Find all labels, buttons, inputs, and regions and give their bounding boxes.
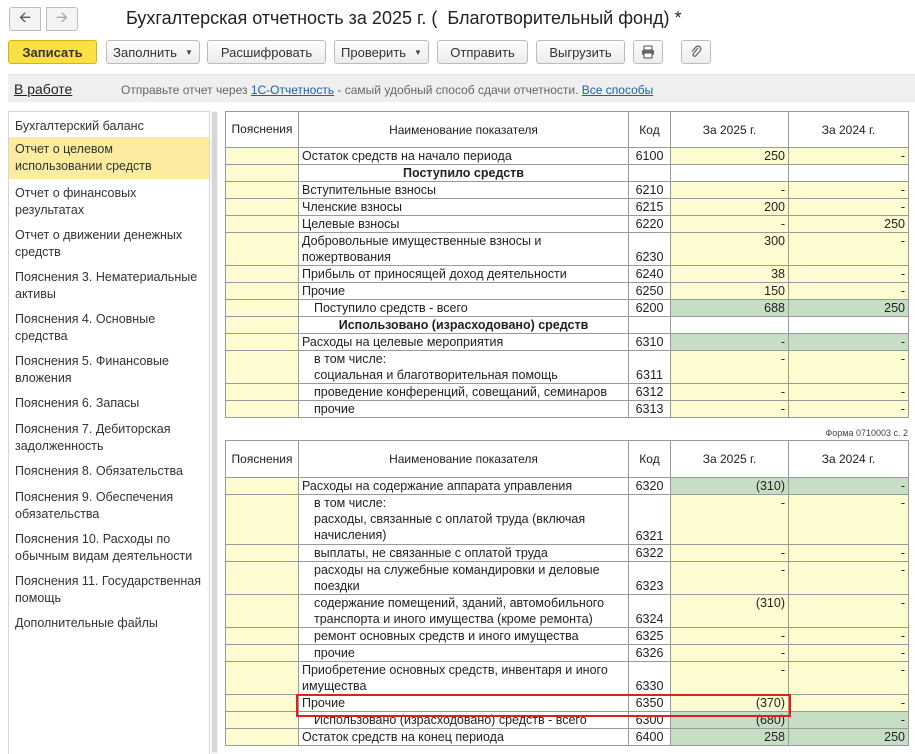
year-2025-header: За 2025 г. <box>671 441 789 478</box>
value-2024-cell[interactable]: - <box>789 401 909 418</box>
value-2024-cell[interactable]: - <box>789 712 909 729</box>
code-header: Код <box>629 112 671 148</box>
code-cell: 6400 <box>629 729 671 746</box>
value-2025-cell[interactable]: - <box>671 334 789 351</box>
value-2025-cell[interactable]: - <box>671 628 789 645</box>
notes-cell[interactable] <box>226 148 299 165</box>
notes-header: Пояснения <box>226 112 299 148</box>
table-row <box>226 662 909 695</box>
report-sections-sidebar <box>8 111 210 754</box>
indicator-name-line: в том числе: <box>314 496 387 510</box>
indicator-name-line: социальная и благотворительная помощь <box>314 368 558 382</box>
value-2025-cell[interactable]: - <box>671 545 789 562</box>
report-table-part1 <box>225 111 909 418</box>
indicator-name-text: Поступило средств - всего <box>314 301 468 315</box>
notes-cell[interactable] <box>226 645 299 662</box>
sidebar-item-additional-files[interactable]: Дополнительные файлы <box>15 616 158 630</box>
indicator-name-cell <box>299 148 629 165</box>
table-row <box>226 401 909 418</box>
indicator-name-cell <box>299 645 629 662</box>
1c-reporting-link[interactable]: 1С-Отчетность <box>250 83 335 97</box>
indicator-name-text: Использовано (израсходовано) средств - всего <box>314 713 587 727</box>
indicator-name-cell <box>299 233 629 266</box>
indicator-name-text: Приобретение основных средств, инвентаря и иного имущества <box>302 663 608 693</box>
notes-cell[interactable] <box>226 384 299 401</box>
code-cell: 6324 <box>629 595 671 628</box>
code-cell: 6323 <box>629 562 671 595</box>
attach-button[interactable] <box>681 40 711 64</box>
notes-cell[interactable] <box>226 729 299 746</box>
code-cell: 6312 <box>629 384 671 401</box>
value-2025-cell[interactable]: - <box>671 351 789 384</box>
print-button[interactable] <box>633 40 663 64</box>
status-message <box>121 83 653 97</box>
value-2025-cell[interactable]: (680) <box>671 712 789 729</box>
code-cell: 6311 <box>629 351 671 384</box>
value-2024-cell[interactable]: - <box>789 662 909 695</box>
fill-dropdown-button[interactable] <box>106 40 200 64</box>
notes-cell[interactable] <box>226 266 299 283</box>
table-row <box>226 562 909 595</box>
code-cell: 6320 <box>629 478 671 495</box>
sidebar-item-target-use[interactable]: Отчет о целевом использовании средств <box>9 137 209 179</box>
value-2024-cell[interactable]: - <box>789 351 909 384</box>
message-text: Отправьте отчет через <box>121 83 251 97</box>
indicator-name-cell <box>299 351 629 384</box>
export-button[interactable] <box>536 40 625 64</box>
table-row <box>226 351 909 384</box>
arrow-right-icon: 🡪 <box>55 8 69 26</box>
indicator-name-cell <box>299 334 629 351</box>
name-header: Наименование показателя <box>299 112 629 148</box>
table-row <box>226 165 909 182</box>
indicator-name-text: Целевые взносы <box>302 217 400 231</box>
indicator-name-text: Остаток средств на начало периода <box>302 149 512 163</box>
notes-cell[interactable] <box>226 662 299 695</box>
indicator-name-cell <box>299 401 629 418</box>
code-cell: 6321 <box>629 495 671 545</box>
indicator-name-line: в том числе: <box>314 352 387 366</box>
code-cell: 6330 <box>629 662 671 695</box>
status-link[interactable]: В работе <box>14 81 73 97</box>
form-note: Форма 0710003 с. 2 <box>825 428 908 438</box>
decode-button[interactable] <box>207 40 326 64</box>
value-2024-cell[interactable]: - <box>789 628 909 645</box>
send-button[interactable] <box>437 40 528 64</box>
notes-cell[interactable] <box>226 712 299 729</box>
code-cell: 6310 <box>629 334 671 351</box>
table-row <box>226 628 909 645</box>
notes-cell[interactable] <box>226 628 299 645</box>
notes-cell[interactable] <box>226 300 299 317</box>
table-row <box>226 283 909 300</box>
notes-cell[interactable] <box>226 199 299 216</box>
sidebar-item-state-aid[interactable]: Пояснения 11. Государственная помощь <box>15 574 201 605</box>
check-dropdown-button[interactable] <box>334 40 429 64</box>
value-2024-cell[interactable]: - <box>789 384 909 401</box>
value-2024-cell[interactable]: - <box>789 562 909 595</box>
indicator-name-text: Остаток средств на конец периода <box>302 730 504 744</box>
caret-down-icon: ▼ <box>414 47 422 57</box>
value-2025-cell[interactable]: 150 <box>671 283 789 300</box>
value-2024-cell[interactable]: - <box>789 283 909 300</box>
table-row <box>226 495 909 545</box>
notes-cell[interactable] <box>226 401 299 418</box>
indicator-name-cell <box>299 182 629 199</box>
status-bar <box>8 74 915 102</box>
indicator-name-text: проведение конференций, совещаний, семинаров <box>314 385 608 399</box>
code-cell: 6350 <box>629 695 671 712</box>
value-2025-cell[interactable]: - <box>671 216 789 233</box>
value-2025-cell[interactable]: - <box>671 384 789 401</box>
value-2025-cell[interactable]: 200 <box>671 199 789 216</box>
save-button-label: Записать <box>22 44 83 60</box>
caret-down-icon: ▼ <box>184 47 193 57</box>
sidebar-item-expenses[interactable]: Пояснения 10. Расходы по обычным видам деятельности <box>15 532 193 563</box>
year-2024-header: За 2024 г. <box>789 441 909 478</box>
indicator-name-text: выплаты, не связанные с оплатой труда <box>314 546 548 560</box>
indicator-name-text: ремонт основных средств и иного имущества <box>314 629 579 643</box>
name-header: Наименование показателя <box>299 441 629 478</box>
indicator-name-cell <box>299 628 629 645</box>
value-2024-cell[interactable]: - <box>789 199 909 216</box>
year-2025-header: За 2025 г. <box>671 112 789 148</box>
code-header: Код <box>629 441 671 478</box>
table-row <box>226 300 909 317</box>
indicator-name-text: содержание помещений, зданий, автомобильного транспорта и иного имущества (кроме ремонта) <box>314 596 605 626</box>
indicator-name-cell <box>299 729 629 746</box>
notes-cell[interactable] <box>226 216 299 233</box>
table-row <box>226 729 909 746</box>
indicator-name-cell <box>299 478 629 495</box>
value-2024-cell[interactable]: - <box>789 495 909 545</box>
value-2025-cell[interactable]: (310) <box>671 595 789 628</box>
indicator-name-text: Вступительные взносы <box>302 183 437 197</box>
sidebar-item-financial-investments[interactable]: Пояснения 5. Финансовые вложения <box>15 354 169 385</box>
paperclip-icon <box>689 45 703 59</box>
decode-button-label: Расшифровать <box>220 44 313 60</box>
notes-cell[interactable] <box>226 495 299 545</box>
code-cell: 6220 <box>629 216 671 233</box>
code-cell: 6200 <box>629 300 671 317</box>
value-2025-cell[interactable]: - <box>671 662 789 695</box>
table-row <box>226 595 909 628</box>
table-row <box>226 645 909 662</box>
notes-cell[interactable] <box>226 351 299 384</box>
value-2025-cell[interactable]: - <box>671 182 789 199</box>
code-cell: 6325 <box>629 628 671 645</box>
value-2025-cell[interactable]: 258 <box>671 729 789 746</box>
code-cell: 6240 <box>629 266 671 283</box>
value-2024-cell[interactable]: - <box>789 233 909 266</box>
code-cell: 6313 <box>629 401 671 418</box>
notes-cell[interactable] <box>226 562 299 595</box>
document-title: Бухгалтерская отчетность за 2025 г. ( Благотворительный фонд) * <box>126 8 682 28</box>
value-2024-cell[interactable]: - <box>789 182 909 199</box>
indicator-name-cell <box>299 283 629 300</box>
indicator-name-text: Добровольные имущественные взносы и пожертвования <box>302 234 542 264</box>
printer-icon <box>641 45 655 59</box>
value-2024-cell[interactable]: - <box>789 266 909 283</box>
notes-cell[interactable] <box>226 478 299 495</box>
indicator-name-text: прочие <box>314 402 355 416</box>
value-2025-cell <box>671 165 789 182</box>
value-2025-cell[interactable]: 300 <box>671 233 789 266</box>
back-button[interactable] <box>9 7 41 31</box>
indicator-name-cell <box>299 300 629 317</box>
indicator-name-line: расходы, связанные с оплатой труда (включая начисления) <box>314 512 586 542</box>
value-2024-cell[interactable]: 250 <box>789 729 909 746</box>
toolbar <box>0 40 915 66</box>
table-row <box>226 216 909 233</box>
notes-cell[interactable] <box>226 165 299 182</box>
indicator-name-cell <box>299 595 629 628</box>
code-cell <box>629 165 671 182</box>
notes-header: Пояснения <box>226 441 299 478</box>
table-row <box>226 199 909 216</box>
section-heading: Использовано (израсходовано) средств <box>299 317 629 334</box>
sidebar-scroll-thumb[interactable] <box>212 112 217 752</box>
sidebar-item-financial-results[interactable]: Отчет о финансовых результатах <box>15 186 137 217</box>
table-row <box>226 182 909 199</box>
value-2024-cell[interactable]: - <box>789 695 909 712</box>
year-2024-header: За 2024 г. <box>789 112 909 148</box>
send-button-label: Отправить <box>450 44 515 60</box>
table-row <box>226 317 909 334</box>
selected-row-highlight <box>296 694 791 717</box>
notes-cell[interactable] <box>226 283 299 300</box>
notes-cell[interactable] <box>226 545 299 562</box>
all-methods-link[interactable]: Все способы <box>581 83 654 97</box>
indicator-name-text: Членские взносы <box>302 200 402 214</box>
notes-cell[interactable] <box>226 595 299 628</box>
notes-cell[interactable] <box>226 182 299 199</box>
value-2024-cell[interactable]: - <box>789 595 909 628</box>
indicator-name-text: Расходы на содержание аппарата управления <box>302 479 573 493</box>
code-cell: 6326 <box>629 645 671 662</box>
value-2024-cell <box>789 317 909 334</box>
value-2024-cell[interactable]: - <box>789 148 909 165</box>
value-2025-cell[interactable]: - <box>671 401 789 418</box>
code-cell: 6210 <box>629 182 671 199</box>
value-2025-cell[interactable]: 688 <box>671 300 789 317</box>
forward-button[interactable] <box>46 7 78 31</box>
table-row <box>226 266 909 283</box>
table-row <box>226 148 909 165</box>
indicator-name-text: Прочие <box>302 696 346 710</box>
indicator-name-cell <box>299 199 629 216</box>
indicator-name-text: прочие <box>314 646 355 660</box>
value-2025-cell[interactable]: - <box>671 645 789 662</box>
table-row <box>226 478 909 495</box>
value-2024-cell[interactable]: 250 <box>789 300 909 317</box>
sidebar-item-fixed-assets[interactable]: Пояснения 4. Основные средства <box>15 312 156 343</box>
indicator-name-cell <box>299 662 629 695</box>
code-cell: 6322 <box>629 545 671 562</box>
title-bar <box>0 0 915 38</box>
sidebar-item-liabilities[interactable]: Пояснения 8. Обязательства <box>15 464 183 478</box>
value-2024-cell <box>789 165 909 182</box>
value-2024-cell[interactable]: 250 <box>789 216 909 233</box>
table-header-row <box>226 112 909 148</box>
value-2025-cell[interactable]: - <box>671 495 789 545</box>
code-cell <box>629 317 671 334</box>
indicator-name-text: Расходы на целевые мероприятия <box>302 335 504 349</box>
indicator-name-cell <box>299 562 629 595</box>
sidebar-item-intangible-assets[interactable]: Пояснения 3. Нематериальные активы <box>15 270 198 301</box>
code-cell: 6300 <box>629 712 671 729</box>
value-2025-cell <box>671 317 789 334</box>
indicator-name-cell <box>299 495 629 545</box>
sidebar-item-collateral[interactable]: Пояснения 9. Обеспечения обязательства <box>15 490 174 521</box>
section-heading: Поступило средств <box>299 165 629 182</box>
notes-cell[interactable] <box>226 317 299 334</box>
value-2025-cell[interactable]: - <box>671 562 789 595</box>
notes-cell[interactable] <box>226 233 299 266</box>
value-2025-cell[interactable]: (310) <box>671 478 789 495</box>
code-cell: 6215 <box>629 199 671 216</box>
sidebar-item-cash-flow[interactable]: Отчет о движении денежных средств <box>15 228 183 259</box>
fill-button-label: Заполнить <box>113 44 177 60</box>
indicator-name-text: Прибыль от приносящей доход деятельности <box>302 267 567 281</box>
check-button-label: Проверить <box>341 44 407 60</box>
message-text: - самый удобный способ сдачи отчетности. <box>334 83 582 97</box>
value-2024-cell[interactable]: - <box>789 645 909 662</box>
value-2024-cell[interactable]: - <box>789 545 909 562</box>
sidebar-item-balance[interactable]: Бухгалтерский баланс <box>15 119 144 133</box>
sidebar-item-inventory[interactable]: Пояснения 6. Запасы <box>15 396 140 410</box>
notes-cell[interactable] <box>226 334 299 351</box>
value-2025-cell[interactable]: 38 <box>671 266 789 283</box>
notes-cell[interactable] <box>226 695 299 712</box>
indicator-name-cell <box>299 384 629 401</box>
value-2024-cell[interactable]: - <box>789 478 909 495</box>
table-row <box>226 233 909 266</box>
value-2025-cell[interactable]: (370) <box>671 695 789 712</box>
code-cell: 6100 <box>629 148 671 165</box>
table-row <box>226 545 909 562</box>
save-button[interactable] <box>8 40 97 64</box>
indicator-name-cell <box>299 216 629 233</box>
indicator-name-text: расходы на служебные командировки и деловые поездки <box>314 563 600 593</box>
value-2024-cell[interactable]: - <box>789 334 909 351</box>
indicator-name-cell <box>299 266 629 283</box>
indicator-name-text: Прочие <box>302 284 346 298</box>
indicator-name-cell <box>299 545 629 562</box>
value-2025-cell[interactable]: 250 <box>671 148 789 165</box>
table-row <box>226 334 909 351</box>
code-cell: 6250 <box>629 283 671 300</box>
code-cell: 6230 <box>629 233 671 266</box>
table-header-row <box>226 441 909 478</box>
table-row <box>226 384 909 401</box>
sidebar-item-receivables[interactable]: Пояснения 7. Дебиторская задолженность <box>15 422 171 453</box>
export-button-label: Выгрузить <box>549 44 612 60</box>
arrow-left-icon: 🡨 <box>18 8 32 26</box>
